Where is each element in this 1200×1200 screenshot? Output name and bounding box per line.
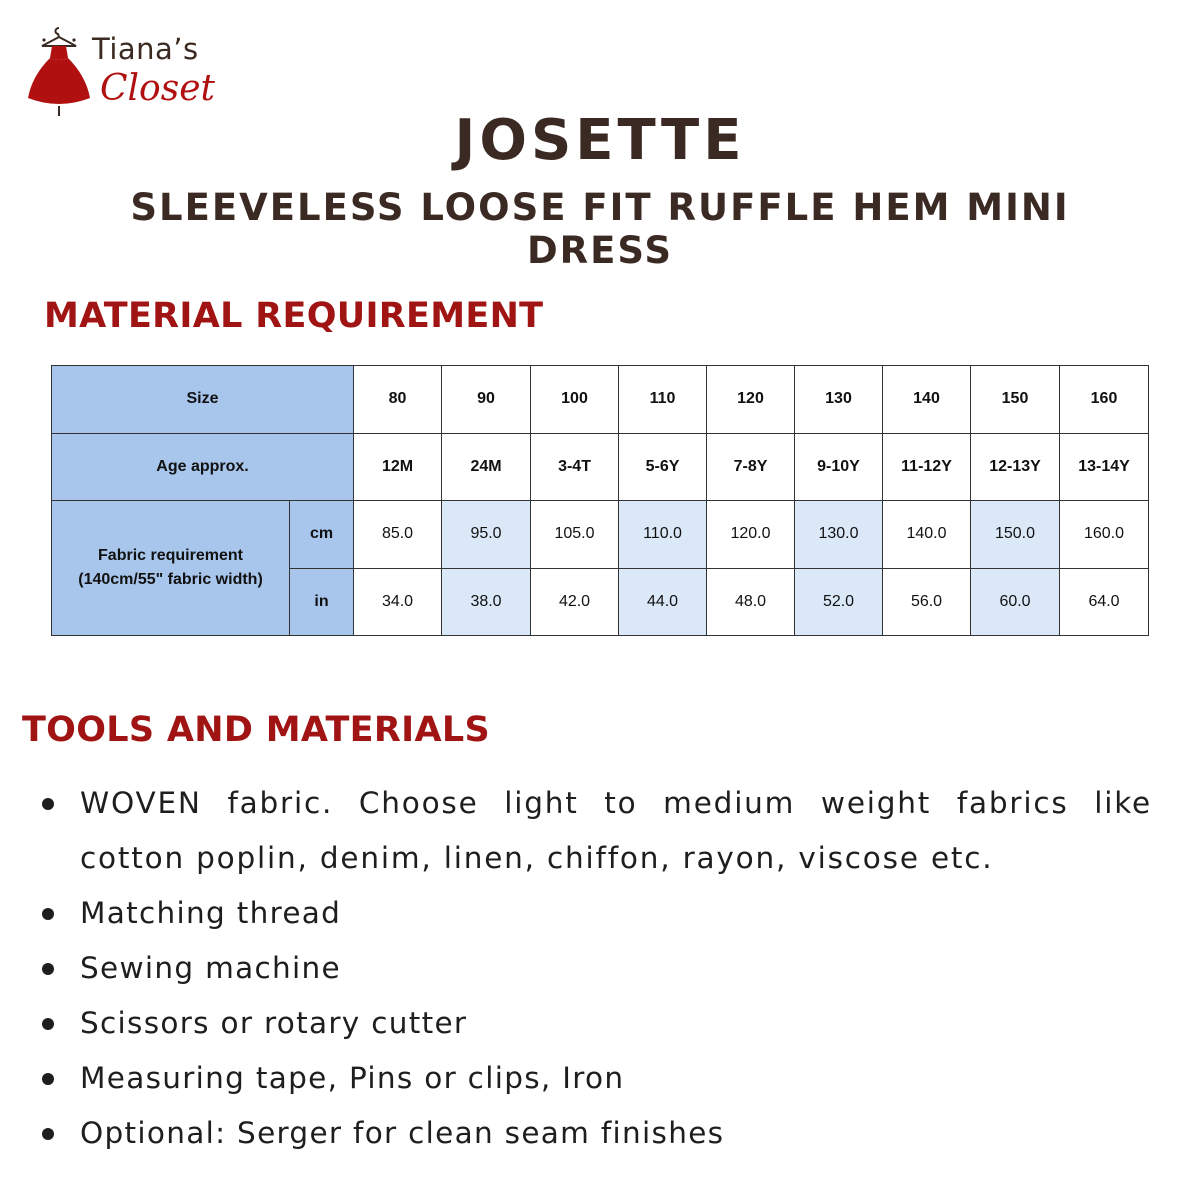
size-cell: 90 xyxy=(442,366,531,434)
red-dress-on-hanger-icon xyxy=(24,24,94,120)
list-item xyxy=(42,1106,1152,1161)
fabric-cm-row xyxy=(52,501,1149,569)
cm-value-cell: 110.0 xyxy=(619,501,707,569)
size-cell: 160 xyxy=(1060,366,1149,434)
age-cell: 7-8Y xyxy=(707,433,795,501)
bullet-icon xyxy=(42,1073,54,1085)
list-item-text: WOVEN fabric. Choose light to medium weight fabrics like cotton poplin, denim, linen, chiffon, rayon, viscose etc. xyxy=(80,786,1152,875)
bullet-icon xyxy=(42,963,54,975)
fabric-requirement-label xyxy=(52,501,290,636)
cm-value-cell: 85.0 xyxy=(354,501,442,569)
list-item xyxy=(42,941,1152,996)
age-cell: 11-12Y xyxy=(883,433,971,501)
age-cell: 5-6Y xyxy=(619,433,707,501)
age-cell: 9-10Y xyxy=(795,433,883,501)
in-value-cell: 42.0 xyxy=(531,568,619,636)
fabric-label-line1: Fabric requirement xyxy=(98,547,243,564)
age-cell: 3-4T xyxy=(531,433,619,501)
size-cell: 80 xyxy=(354,366,442,434)
size-cell: 130 xyxy=(795,366,883,434)
in-value-cell: 64.0 xyxy=(1060,568,1149,636)
in-value-cell: 48.0 xyxy=(707,568,795,636)
age-row xyxy=(52,433,1149,501)
in-value-cell: 52.0 xyxy=(795,568,883,636)
size-cell: 100 xyxy=(531,366,619,434)
list-item xyxy=(42,776,1152,886)
size-cell: 150 xyxy=(971,366,1060,434)
age-label: Age approx. xyxy=(52,433,354,501)
size-label: Size xyxy=(52,366,354,434)
list-item xyxy=(42,996,1152,1051)
cm-value-cell: 95.0 xyxy=(442,501,531,569)
bullet-icon xyxy=(42,798,54,810)
in-value-cell: 38.0 xyxy=(442,568,531,636)
logo-text-line1: Tiana’s xyxy=(92,32,199,66)
tools-and-materials-heading: TOOLS AND MATERIALS xyxy=(22,710,490,750)
list-item-text: Sewing machine xyxy=(80,951,341,985)
pattern-title: JOSETTE xyxy=(454,108,746,173)
fabric-label-line2: (140cm/55" fabric width) xyxy=(78,571,263,588)
cm-value-cell: 120.0 xyxy=(707,501,795,569)
size-cell: 110 xyxy=(619,366,707,434)
unit-cm-label: cm xyxy=(290,501,354,569)
age-cell: 12M xyxy=(354,433,442,501)
material-requirement-heading: MATERIAL REQUIREMENT xyxy=(44,296,544,336)
age-cell: 12-13Y xyxy=(971,433,1060,501)
brand-logo xyxy=(24,24,224,120)
material-requirement-table xyxy=(51,365,1149,636)
tools-list xyxy=(42,776,1152,1161)
list-item xyxy=(42,1051,1152,1106)
size-cell: 140 xyxy=(883,366,971,434)
size-cell: 120 xyxy=(707,366,795,434)
bullet-icon xyxy=(42,908,54,920)
list-item-text: Scissors or rotary cutter xyxy=(80,1006,468,1040)
age-cell: 13-14Y xyxy=(1060,433,1149,501)
pattern-subtitle: SLEEVELESS LOOSE FIT RUFFLE HEM MINI DRESS xyxy=(130,186,1070,272)
in-value-cell: 56.0 xyxy=(883,568,971,636)
list-item-text: Measuring tape, Pins or clips, Iron xyxy=(80,1061,625,1095)
list-item-text: Matching thread xyxy=(80,896,342,930)
cm-value-cell: 140.0 xyxy=(883,501,971,569)
list-item-text: Optional: Serger for clean seam finishes xyxy=(80,1116,725,1150)
in-value-cell: 60.0 xyxy=(971,568,1060,636)
unit-in-label: in xyxy=(290,568,354,636)
bullet-icon xyxy=(42,1018,54,1030)
age-cell: 24M xyxy=(442,433,531,501)
cm-value-cell: 150.0 xyxy=(971,501,1060,569)
bullet-icon xyxy=(42,1128,54,1140)
logo-text-line2: Closet xyxy=(100,68,215,109)
in-value-cell: 44.0 xyxy=(619,568,707,636)
in-value-cell: 34.0 xyxy=(354,568,442,636)
cm-value-cell: 160.0 xyxy=(1060,501,1149,569)
list-item xyxy=(42,886,1152,941)
cm-value-cell: 130.0 xyxy=(795,501,883,569)
cm-value-cell: 105.0 xyxy=(531,501,619,569)
size-row xyxy=(52,366,1149,434)
